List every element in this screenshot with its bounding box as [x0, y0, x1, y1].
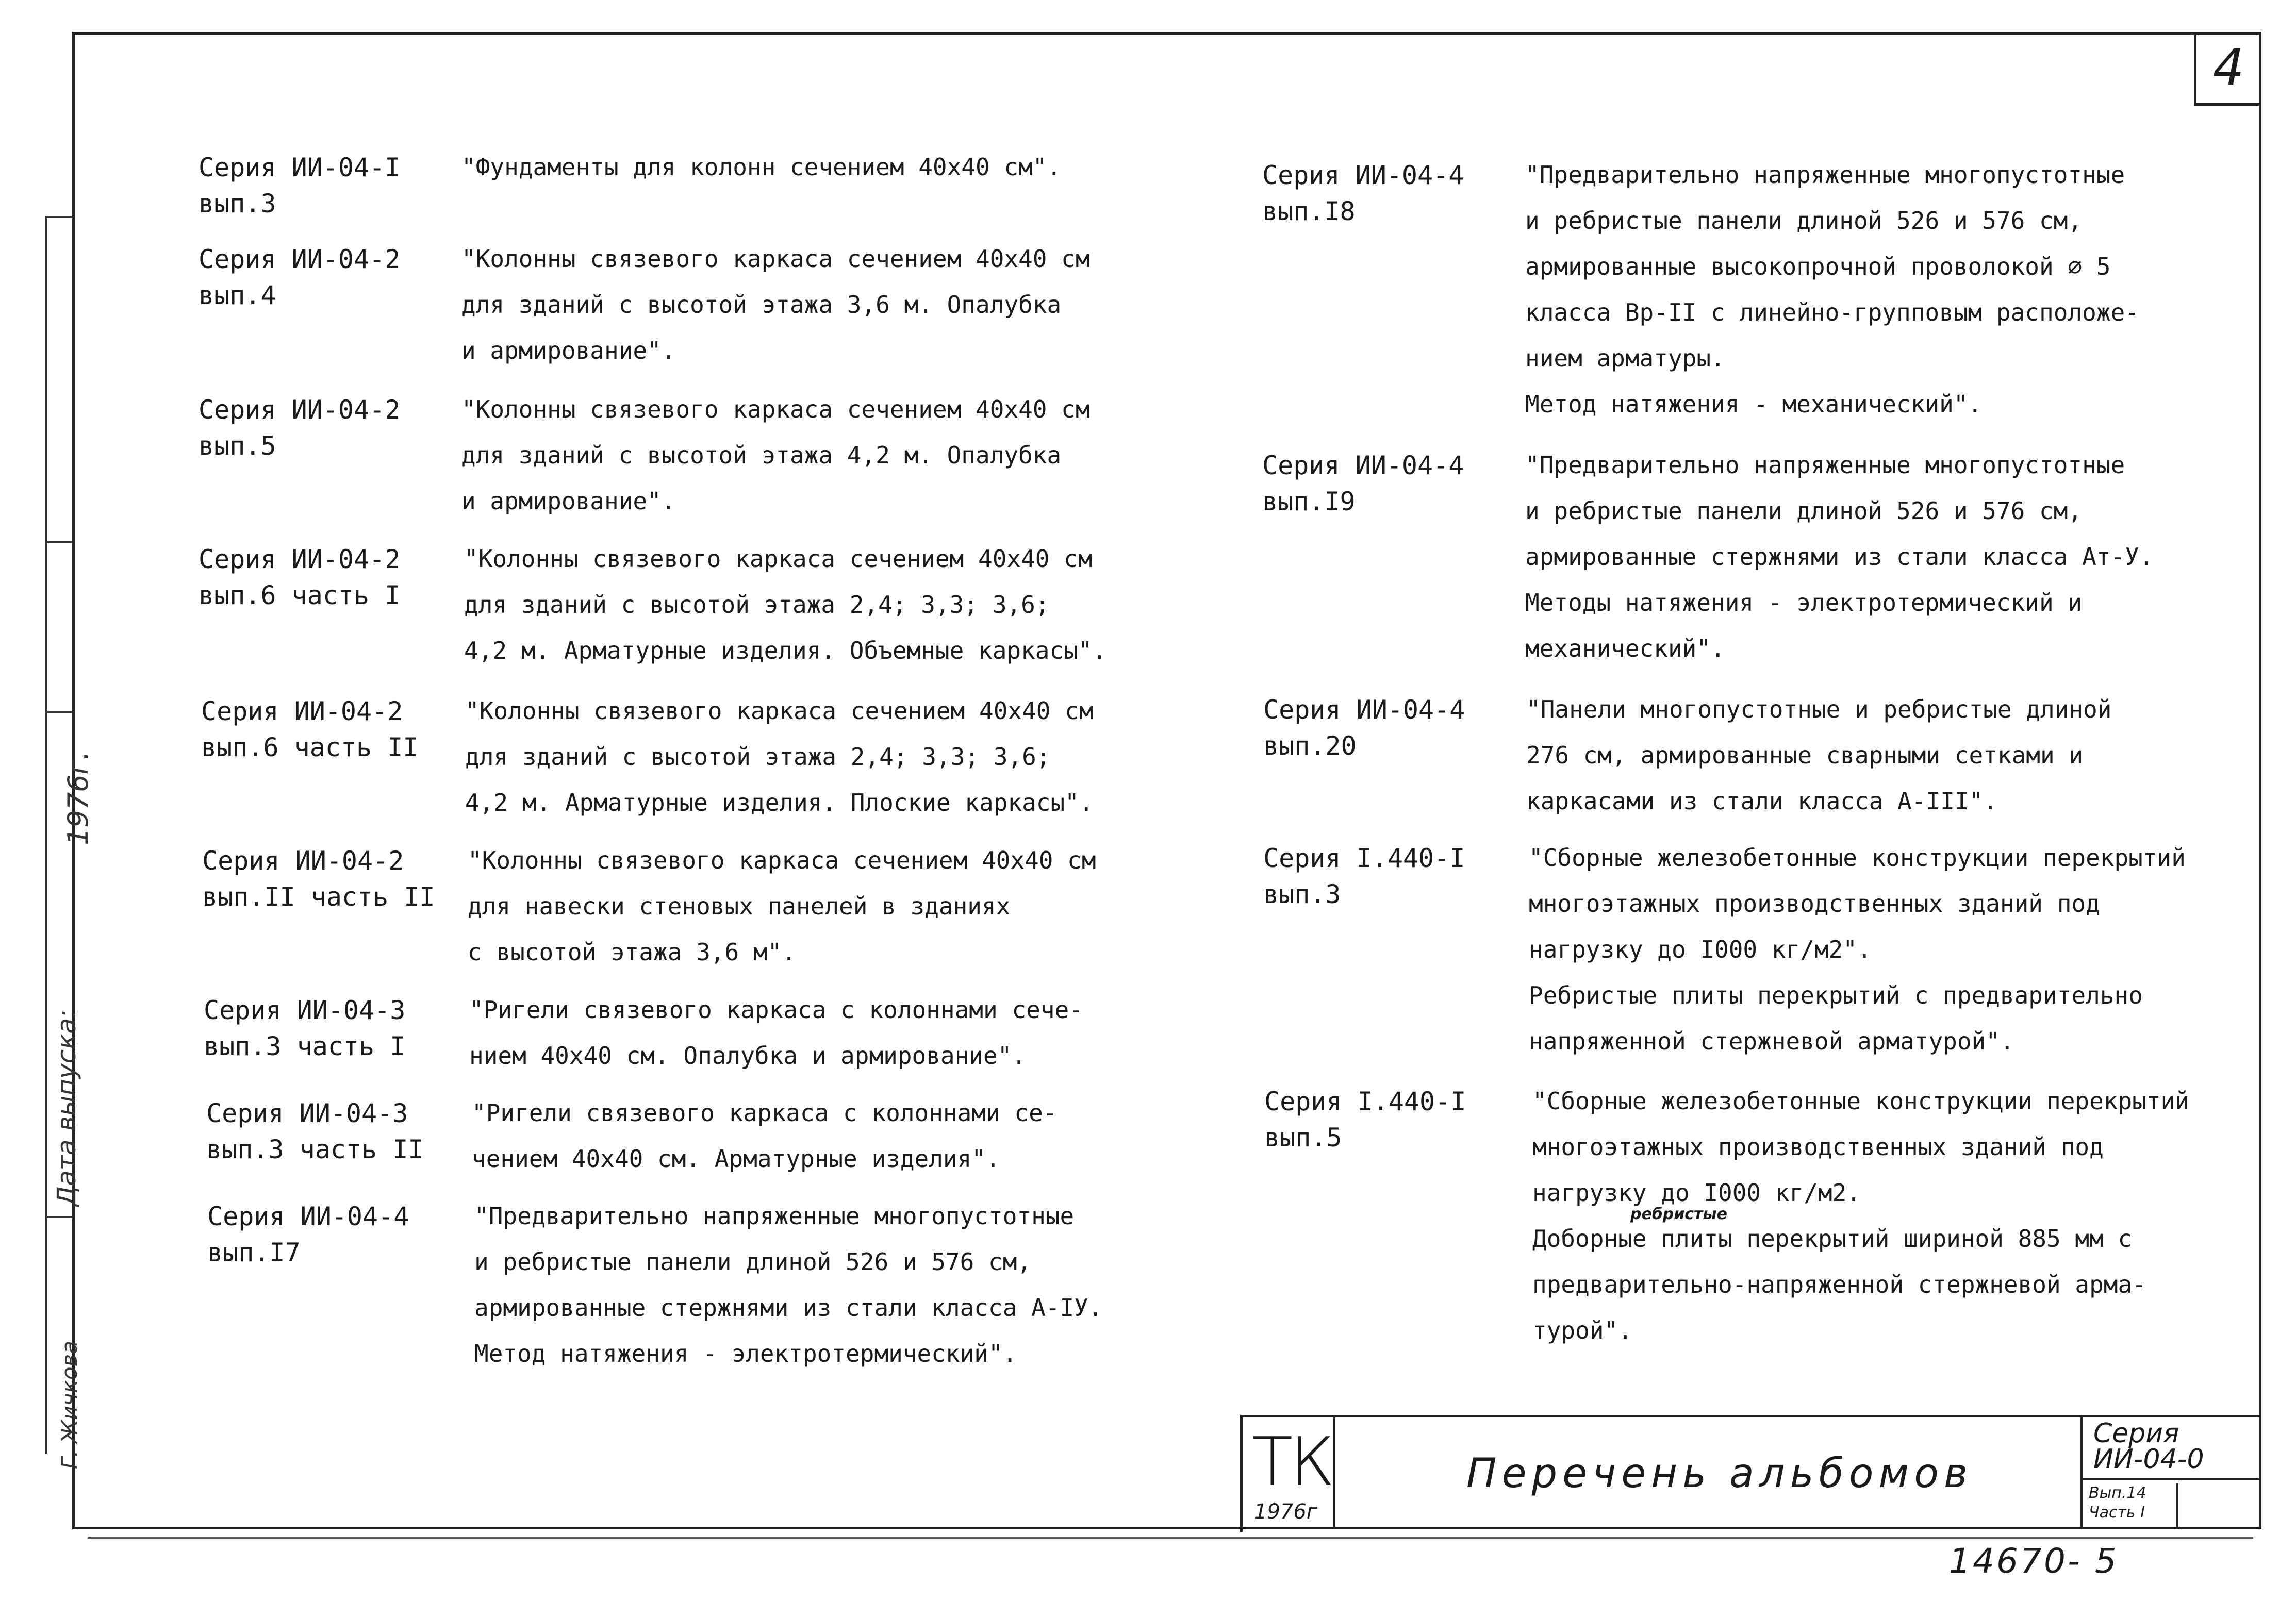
sheet-number: 14670- 5 [1949, 1541, 2119, 1581]
series-code: Серия ИИ-04-3 вып.3 часть I [204, 995, 406, 1061]
series-code: Серия I.440-I вып.5 [1264, 1087, 1466, 1153]
series-code: Серия ИИ-04-2 вып.6 часть I [199, 544, 401, 610]
handwritten-annotation: ребристые [1630, 1205, 1727, 1223]
album-description: "Ригели связевого каркаса с колоннами се- чением 40х40 см. Арматурные изделия". [472, 1099, 1058, 1173]
album-description: "Колонны связевого каркаса сечением 40х40 см для зданий с высотой этажа 4,2 м. Опалубка и армирование". [461, 395, 1090, 515]
stamp-issue-part: Вып.14 Часть I [2086, 1483, 2178, 1527]
title-block [1240, 1415, 2261, 1532]
margin-tick [45, 1216, 72, 1218]
margin-signature: Г. Жичкова [57, 1340, 82, 1469]
album-description: "Ригели связевого каркаса с колоннами сече- нием 40х40 см. Опалубка и армирование". [469, 996, 1083, 1070]
margin-tick [45, 711, 72, 713]
series-code: Серия ИИ-04-2 вып.4 [199, 244, 401, 310]
album-description: "Фундаменты для колонн сечением 40х40 см". [461, 153, 1062, 181]
series-code: Серия ИИ-04-4 вып.I8 [1262, 160, 1464, 226]
logo-year: 1976г [1254, 1500, 1317, 1524]
series-code: Серия ИИ-04-I вып.3 [199, 153, 401, 219]
series-code: Серия I.440-I вып.3 [1263, 843, 1465, 909]
series-block [2080, 1417, 2261, 1529]
stamp-series-code: Серия ИИ-04-0 [2093, 1418, 2204, 1475]
series-code: Серия ИИ-04-2 вып.II часть II [202, 846, 435, 912]
margin-tick [45, 541, 72, 543]
album-description: "Панели многопустотные и ребристые длиной 276 см, армированные сварными сетками и каркасами из стали класса А-III". [1526, 695, 2112, 815]
margin-line [45, 216, 47, 1454]
series-code: Серия ИИ-04-4 вып.I7 [207, 1202, 409, 1268]
margin-tick [45, 216, 72, 218]
series-code: Серия ИИ-04-3 вып.3 часть II [206, 1098, 424, 1164]
frame-bottom-line-secondary [88, 1537, 2253, 1539]
series-code: Серия ИИ-04-2 вып.6 часть II [201, 696, 419, 762]
margin-year: 1976г. [62, 751, 94, 845]
album-description: "Предварительно напряженные многопустотные и ребристые панели длиной 526 и 576 см, армированные стержнями из стали класса А-IУ. Метод натяжения - электротермический". [474, 1202, 1103, 1367]
series-code: Серия ИИ-04-4 вып.20 [1263, 695, 1465, 761]
series-code: Серия ИИ-04-2 вып.5 [199, 395, 401, 461]
album-description: "Сборные железобетонные конструкции перекрытий многоэтажных производственных зданий под нагрузку до I000 кг/м2". Ребристые плиты перекрытий с предварительно напряженной стержневой арматурой". [1529, 844, 2186, 1055]
album-description: "Предварительно напряженные многопустотные и ребристые панели длиной 526 и 576 см, армированные высокопрочной проволокой ∅ 5 класса Вр-II с линейно-групповым расположе- нием арматуры. Метод натяжения - механический". [1525, 161, 2139, 418]
album-description: "Колонны связевого каркаса сечением 40х40 см для навески стеновых панелей в зданиях с высотой этажа 3,6 м". [468, 846, 1096, 966]
page-number: 4 [2194, 32, 2260, 106]
publisher-logo [1243, 1417, 1335, 1529]
margin-release-date-label: Дата выпуска: [52, 1009, 81, 1206]
logo-text: ТК [1252, 1423, 1332, 1501]
stamp-divider [2083, 1478, 2261, 1480]
album-description: "Сборные железобетонные конструкции перекрытий многоэтажных производственных зданий под нагрузку до I000 кг/м2. Доборные плиты перекрытий шириной 885 мм с предварительно-напряженной стержневой арма- турой". [1532, 1087, 2189, 1344]
album-description: "Колонны связевого каркаса сечением 40х40 см для зданий с высотой этажа 2,4; 3,3; 3,6; 4,2 м. Арматурные изделия. Объемные каркасы". [464, 545, 1107, 664]
album-description: "Колонны связевого каркаса сечением 40х40 см для зданий с высотой этажа 2,4; 3,3; 3,6; 4,2 м. Арматурные изделия. Плоские каркасы". [465, 697, 1094, 816]
album-description: "Предварительно напряженные многопустотные и ребристые панели длиной 526 и 576 см, армированные стержнями из стали класса Ат-У. Методы натяжения - электротермический и механический". [1525, 451, 2154, 662]
series-code: Серия ИИ-04-4 вып.I9 [1262, 451, 1464, 516]
album-description: "Колонны связевого каркаса сечением 40х40 см для зданий с высотой этажа 3,6 м. Опалубка и армирование". [461, 245, 1090, 364]
document-title: Перечень альбомов [1466, 1450, 1973, 1497]
